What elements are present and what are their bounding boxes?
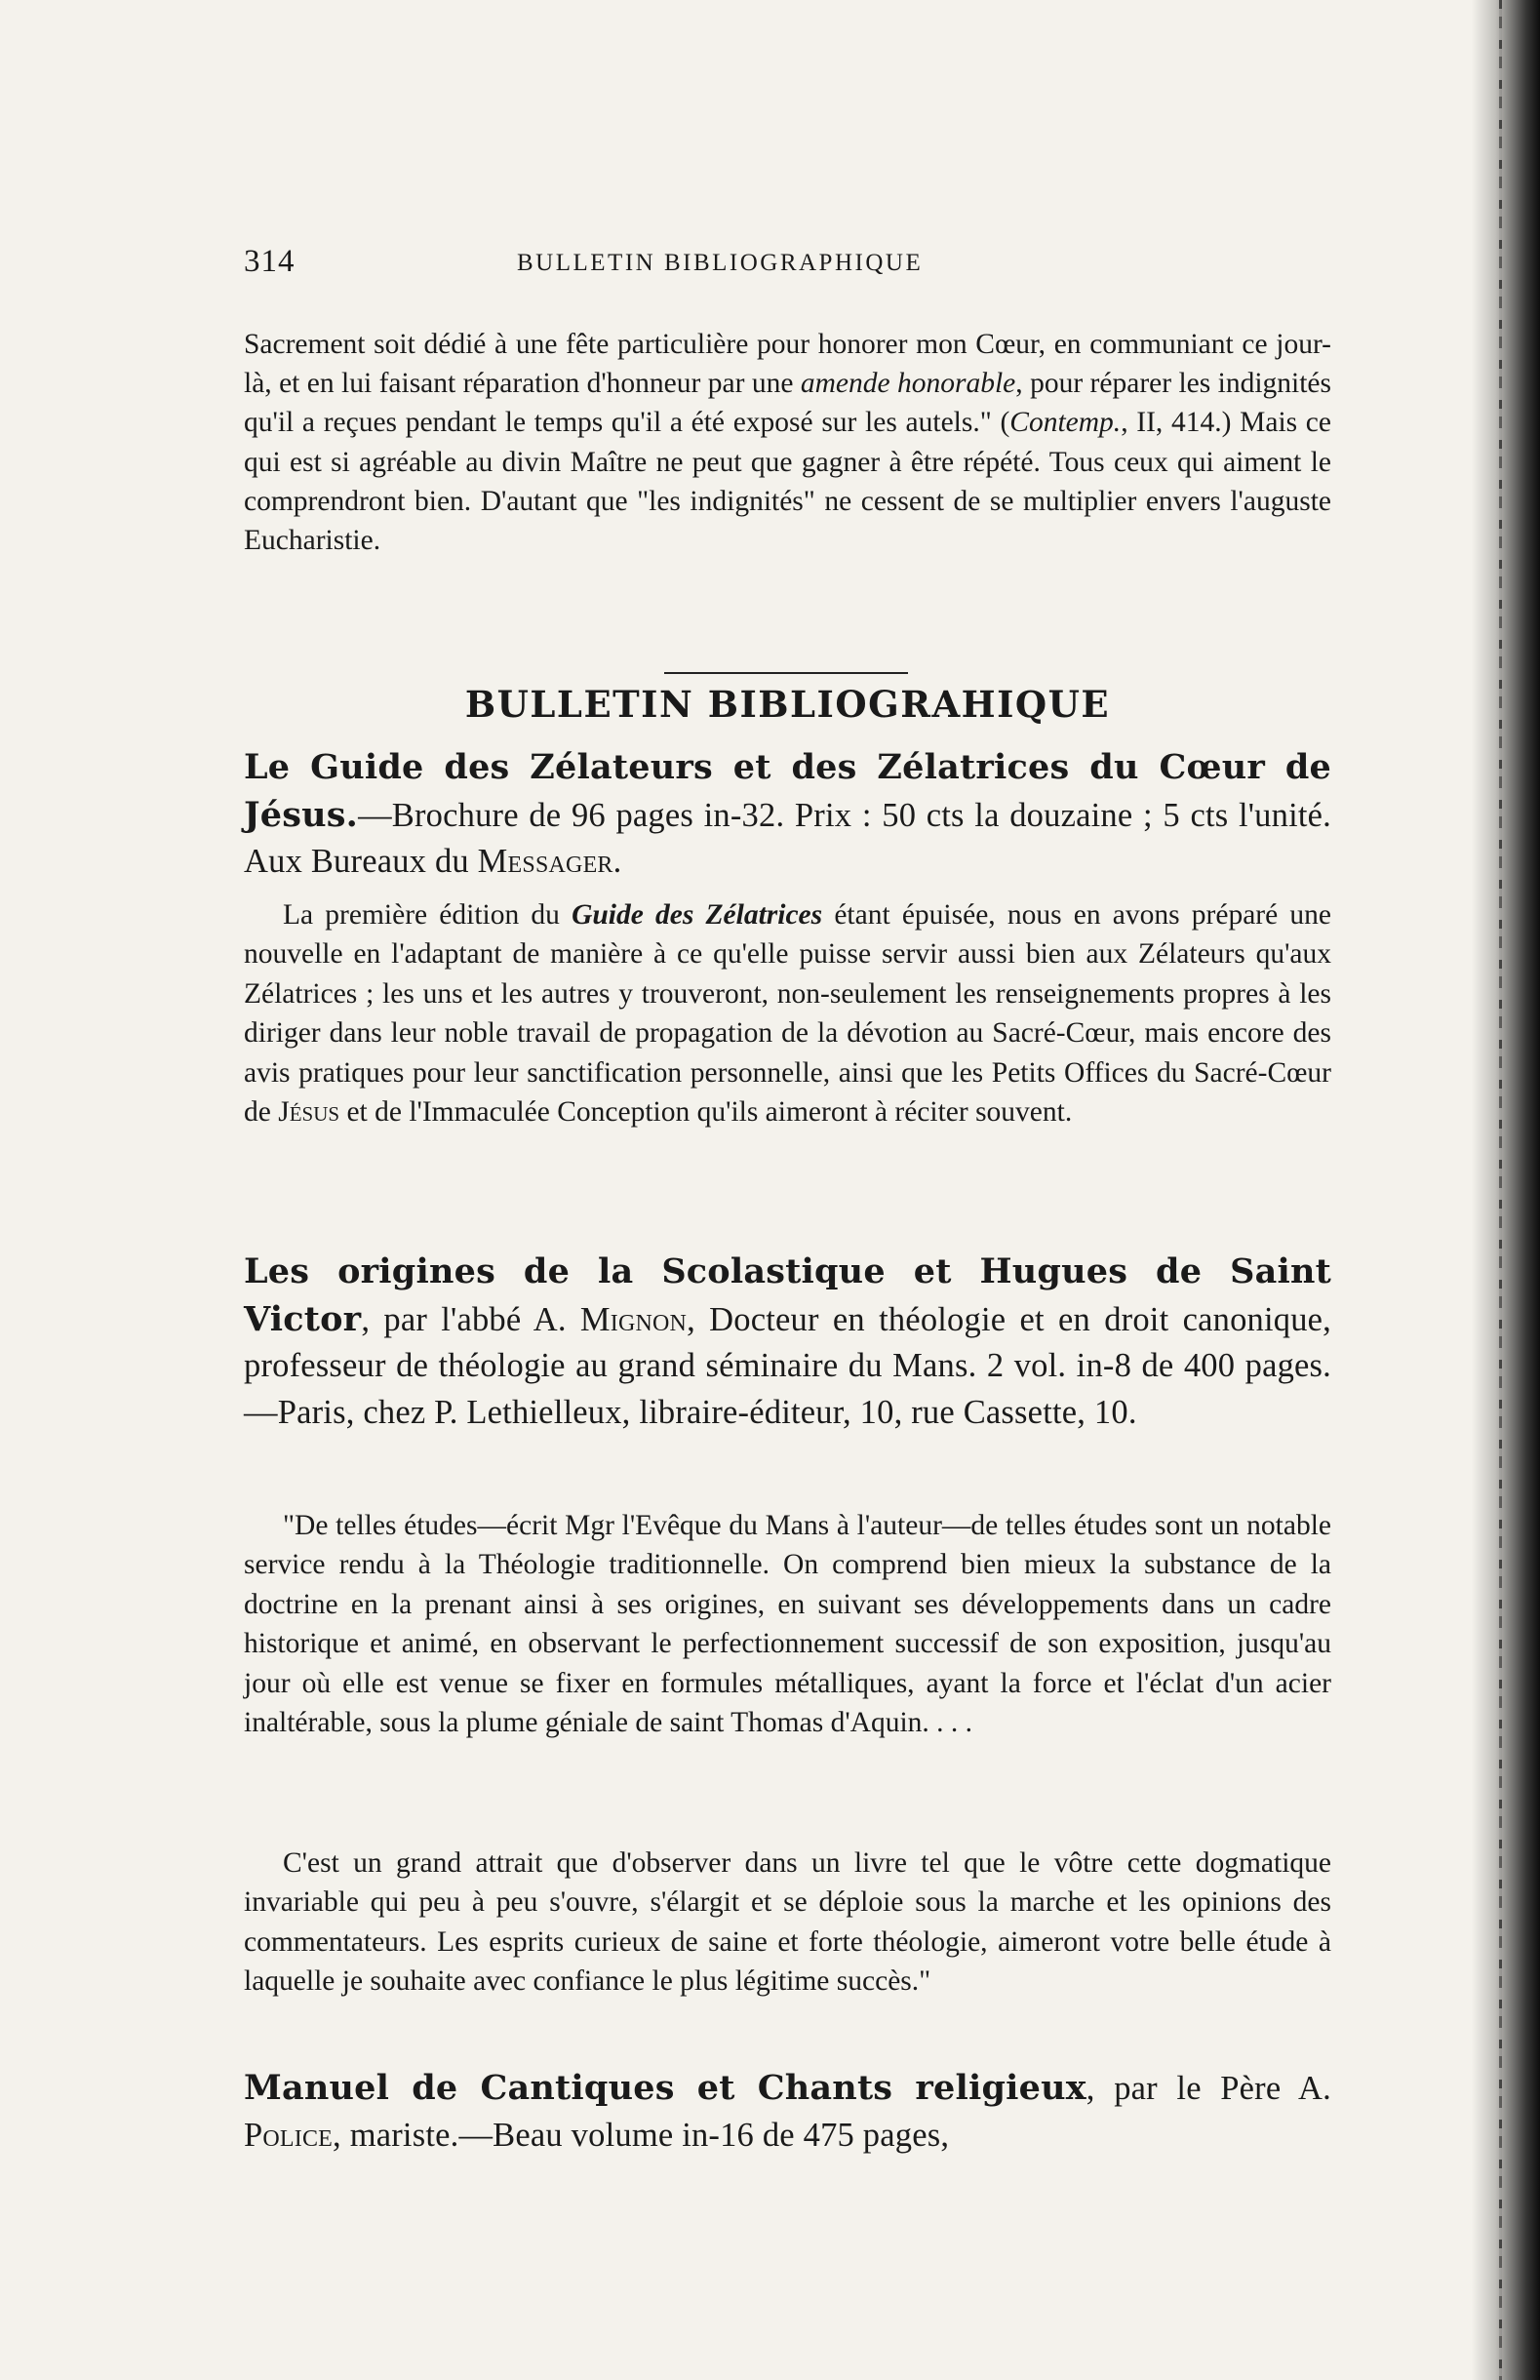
paragraph-text: Sacrement soit dédié à une fête particulière pour honorer mon Cœur, en communiant ce jour-là, et en lui faisant réparation d'honneur par une <box>244 329 1331 400</box>
entry-author: Police <box>244 2116 334 2154</box>
entry-details: , Docteur en théologie et en droit canonique, professeur de théologie au grand séminaire du Mans. 2 vol. in-8 de 400 pages.—Paris, chez P. Lethielleux, libraire-éditeur, 10, rue Cassette, 10. <box>244 1300 1331 1431</box>
entry-details: , par l'abbé A. <box>361 1300 580 1338</box>
paragraph-text: , pour réparer les indignités qu'il a reçues pendant le temps qu'il a été exposé sur les autels." ( <box>244 368 1332 439</box>
italic-phrase: amende honorable <box>800 368 1016 400</box>
bibliography-entry <box>244 2065 1331 2159</box>
page-number: 314 <box>244 244 296 279</box>
paragraph-text: et de l'Immaculée Conception qu'ils aimeront à réciter souvent. <box>339 1096 1073 1129</box>
book-title-italic: Guide des Zélatrices <box>572 899 823 931</box>
bibliography-entry <box>244 1249 1331 1436</box>
entry-title: Les origines de la Scolastique et Hugues de Saint Victor <box>244 1251 1331 1339</box>
entry-title: Manuel de Cantiques et Chants religieux <box>244 2068 1086 2108</box>
entry-details: , mariste.—Beau volume in-16 de 475 pages, <box>333 2116 950 2154</box>
running-head-title: BULLETIN BIBLIOGRAPHIQUE <box>517 250 924 276</box>
entry-title: Le Guide des Zélateurs et des Zélatrices du Cœur de Jésus. <box>244 747 1331 835</box>
entry-details-end: . <box>612 843 622 880</box>
entry-description <box>244 895 1331 1131</box>
entry-publisher: Messager <box>477 843 613 880</box>
section-divider <box>664 672 908 674</box>
entry-details: , par le Père A. <box>1086 2070 1331 2107</box>
page-edge-shadow <box>1472 0 1540 2380</box>
section-title: BULLETIN BIBLIOGRAHIQUE <box>464 683 1111 726</box>
paragraph-text: La première édition du <box>283 899 573 931</box>
running-head <box>244 244 1331 293</box>
entry-quote: C'est un grand attrait que d'observer dans un livre tel que le vôtre cette dogmatique invariable qui peu à peu s'ouvre, s'élargit et se déploie sous la marche et les opinions des commentateurs. Les esprits curieux de saine et forte théologie, aimeront votre belle étude à laquelle je souhaite avec confiance le plus légitime succès." <box>244 1847 1331 1998</box>
entry-author: Mignon <box>579 1300 688 1338</box>
entry-details: —Brochure de 96 pages in-32. Prix : 50 cts la douzaine ; 5 cts l'unité. Aux Bureaux du <box>244 796 1331 880</box>
bibliography-entry <box>244 744 1331 886</box>
continued-paragraph <box>244 325 1331 560</box>
paragraph-text: , II, 414.) Mais ce qui est si agréable au divin Maître ne peut que gagner à être répété. Tous ceux qui aiment le comprendront bien. D'autant que "les indignités" ne cessent de se multiplier envers l'auguste Eucharistie. <box>244 407 1331 557</box>
entry-quote: "De telles études—écrit Mgr l'Evêque du Mans à l'auteur—de telles études sont un notable service rendu à la Théologie traditionnelle. On comprend bien mieux la substance de la doctrine en la prenant ainsi à ses origines, en suivant ses développements dans un cadre historique et animé, en observant le perfectionnement successif de son exposition, jusqu'au jour où elle est venue se fixer en formules métalliques, ayant la force et l'éclat d'un acier inaltérable, sous la plume géniale de saint Thomas d'Aquin. . . . <box>244 1510 1331 1739</box>
smallcaps-name: Jésus <box>278 1096 340 1129</box>
paragraph-text: étant épuisée, nous en avons préparé une nouvelle en l'adaptant de manière à ce qu'elle puisse servir aussi bien aux Zélateurs qu'aux Zélatrices ; les uns et les autres y trouveront, non-seulement les renseignements propres à les diriger dans leur noble travail de propagation de la dévotion au Sacré-Cœur, mais encore des avis pratiques pour leur sanctification personnelle, ainsi que les Petits Offices du Sacré-Cœur de <box>244 899 1331 1129</box>
citation-italic: Contemp. <box>1009 407 1122 439</box>
